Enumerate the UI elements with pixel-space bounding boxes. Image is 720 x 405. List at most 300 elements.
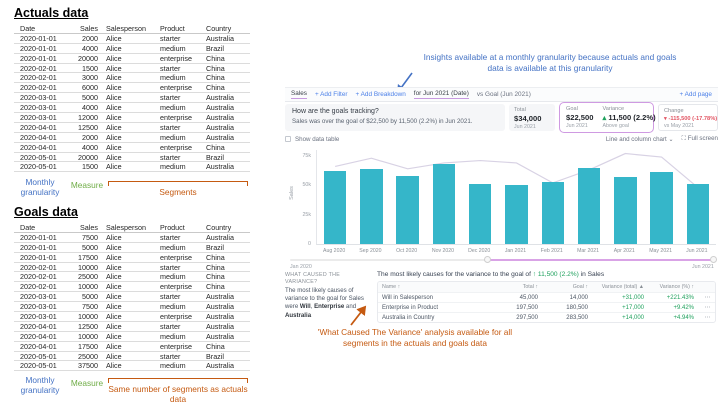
table-cell: enterprise [160, 83, 192, 93]
kpi-change-caption: vs May 2021 [664, 123, 695, 129]
table-cell: 2020-01-01 [20, 43, 57, 53]
table-cell: Alice [106, 33, 122, 43]
table-cell: 5000 [82, 292, 98, 302]
table-cell: 2020-04-01 [20, 331, 57, 341]
table-cell: +4.94% [673, 315, 694, 321]
variance-table-header [378, 282, 715, 292]
table-cell: Alice [106, 272, 122, 282]
slider-end-label: Jun 2021 [692, 264, 714, 270]
down-arrow-icon: ▾ [664, 116, 667, 122]
table-cell: medium [160, 302, 186, 312]
table-cell: Alice [106, 312, 122, 321]
table-cell: starter [160, 122, 181, 132]
table-cell: 4000 [82, 142, 98, 152]
table-cell: 2020-05-01 [20, 361, 57, 371]
kpi-total-card [509, 104, 555, 131]
insight-question: How are the goals tracking? [292, 108, 379, 115]
table-cell: Australia [206, 331, 234, 341]
variance-table-title: The most likely causes for the variance to the goal of ↑ 11,500 (2.2%) in Sales [377, 271, 605, 278]
x-axis-label: Oct 2020 [396, 248, 418, 254]
table-row [14, 93, 250, 103]
y-axis-label: 50k [302, 182, 311, 189]
table-row [14, 263, 250, 273]
table-cell: Will in Salesperson [382, 295, 434, 301]
x-axis-label: Sep 2020 [359, 248, 382, 254]
table-cell: 7500 [82, 232, 98, 242]
row-menu-button[interactable]: ⋯ [704, 295, 711, 301]
table-row [14, 103, 250, 113]
x-axis-label: Jun 2021 [686, 248, 708, 254]
chart-bar[interactable] [396, 176, 418, 244]
table-cell: +221.43% [666, 295, 694, 301]
table-cell: Sales [80, 223, 98, 232]
table-cell: 297,500 [516, 315, 538, 321]
table-cell: Alice [106, 242, 122, 252]
table-cell: 17500 [78, 252, 98, 262]
chart-bar[interactable] [687, 184, 709, 244]
table-cell: Alice [106, 331, 122, 341]
full-screen-icon: ⛶ [681, 135, 686, 142]
x-axis-label: Aug 2020 [323, 248, 346, 254]
table-cell: 6000 [82, 83, 98, 93]
table-cell: Alice [106, 73, 122, 83]
x-axis-label: Apr 2021 [613, 248, 635, 254]
measure-chip[interactable]: Sales [291, 90, 307, 97]
actuals-granularity-note: Monthly granularity [20, 177, 60, 198]
table-cell[interactable]: Name ↑ [382, 284, 401, 290]
table-cell: Product [160, 24, 185, 33]
x-axis-label: May 2021 [649, 248, 672, 254]
variance-table [377, 281, 716, 323]
kpi-goal-value: $22,500 [566, 113, 594, 122]
table-cell: Salesperson [106, 24, 146, 33]
table-cell[interactable]: Total ↑ [522, 284, 538, 290]
table-cell: 25000 [78, 272, 98, 282]
x-axis-label: Mar 2021 [577, 248, 599, 254]
table-cell: Australia [206, 93, 234, 103]
table-cell: 45,000 [519, 295, 538, 301]
table-cell: medium [160, 103, 186, 113]
table-cell: 2000 [82, 33, 98, 43]
table-cell: 2020-02-01 [20, 73, 57, 83]
table-cell: 2020-05-01 [20, 351, 57, 361]
table-cell: China [206, 63, 225, 73]
table-cell: 2020-04-01 [20, 321, 57, 331]
table-cell: 14,000 [569, 295, 588, 301]
y-axis-label: 0 [308, 241, 311, 247]
table-cell: starter [160, 152, 181, 162]
table-cell: Alice [106, 83, 122, 93]
table-row [14, 332, 250, 342]
table-row [14, 143, 250, 153]
table-cell: medium [160, 43, 186, 53]
kpi-total-caption: Jun 2021 [514, 124, 536, 130]
table-cell: Alice [106, 103, 122, 113]
variance-panel-summary: The most likely causes of variance to the goal for Sales were Will, Enterprise and Australia [285, 287, 364, 319]
table-cell: 2020-03-01 [20, 302, 57, 312]
table-cell: 2020-03-01 [20, 312, 57, 321]
table-cell: medium [160, 361, 186, 371]
variance-callout: 'What Caused The Variance' analysis available for all segments in the actuals and goals data [317, 327, 513, 348]
table-row [14, 34, 250, 44]
table-row [14, 64, 250, 74]
kpi-total-label: Total [514, 107, 526, 113]
table-cell: China [206, 142, 225, 152]
chart-bar[interactable] [650, 172, 672, 244]
date-filter-chip[interactable]: for Jun 2021 (Date) [413, 90, 469, 97]
table-cell: starter [160, 33, 181, 43]
table-cell: China [206, 272, 225, 282]
chart-bar[interactable] [614, 177, 636, 244]
table-cell: 2020-01-01 [20, 242, 57, 252]
table-cell: Alice [106, 262, 122, 272]
table-cell: Australia [206, 232, 234, 242]
table-row [14, 83, 250, 93]
table-row [14, 322, 250, 332]
table-cell: Alice [106, 162, 122, 172]
table-cell: Brazil [206, 152, 224, 162]
insight-answer: Sales was over the goal of $22,500 by 11,500 (2.2%) in Jun 2021. [292, 118, 473, 125]
actuals-table-header [14, 24, 250, 34]
table-cell[interactable] [698, 282, 716, 292]
table-cell: Alice [106, 292, 122, 302]
table-cell: enterprise [160, 282, 192, 292]
table-cell: 25000 [78, 351, 98, 361]
table-cell: Country [206, 24, 232, 33]
table-cell: 2020-03-01 [20, 93, 57, 103]
table-row [14, 44, 250, 54]
table-row [14, 361, 250, 371]
kpi-change-value: ▾ -115,500 (-17.78%) [664, 116, 718, 122]
table-cell: medium [160, 242, 186, 252]
variance-panel-heading: WHAT CAUSED THE VARIANCE? [285, 272, 341, 286]
table-cell[interactable]: Variance (%) ↑ [659, 284, 694, 290]
table-cell: enterprise [160, 341, 192, 351]
table-row [14, 253, 250, 263]
table-cell: China [206, 73, 225, 83]
table-cell: Brazil [206, 351, 224, 361]
table-cell: Alice [106, 252, 122, 262]
table-row [14, 243, 250, 253]
table-cell: +14,000 [622, 315, 644, 321]
slider-handle-right[interactable] [710, 256, 717, 263]
table-cell: starter [160, 93, 181, 103]
actuals-title: Actuals data [14, 6, 89, 20]
table-cell: Australia [206, 132, 234, 142]
goals-segments-bracket [108, 378, 248, 383]
goals-measure-note: Measure [70, 378, 104, 388]
table-cell: 10000 [78, 312, 98, 321]
table-cell: medium [160, 132, 186, 142]
table-cell: enterprise [160, 142, 192, 152]
table-cell: 12000 [78, 113, 98, 122]
table-cell: 2020-02-01 [20, 83, 57, 93]
chart-bar[interactable] [433, 164, 455, 244]
table-cell: starter [160, 232, 181, 242]
table-cell: Alice [106, 63, 122, 73]
actuals-measure-note: Measure [70, 180, 104, 190]
table-row [14, 342, 250, 352]
table-cell: Australia [206, 312, 234, 321]
table-cell: 37500 [78, 361, 98, 371]
bar-chart [316, 150, 716, 245]
table-row [14, 292, 250, 302]
actuals-table [14, 24, 250, 172]
table-cell: Brazil [206, 43, 224, 53]
kpi-variance-label: Variance [602, 106, 625, 112]
table-cell: Alice [106, 302, 122, 312]
table-cell: Alice [106, 341, 122, 351]
table-cell: Australia [206, 321, 234, 331]
table-cell: Alice [106, 321, 122, 331]
table-cell: Salesperson [106, 223, 146, 232]
table-cell: 2020-01-01 [20, 252, 57, 262]
table-cell: 4000 [82, 43, 98, 53]
table-cell: medium [160, 272, 186, 282]
table-cell: Brazil [206, 242, 224, 252]
insight-summary-card [285, 104, 505, 131]
table-cell: medium [160, 73, 186, 83]
table-cell: China [206, 282, 225, 292]
table-cell: Australia [206, 162, 234, 172]
table-cell: enterprise [160, 53, 192, 63]
table-cell: Alice [106, 361, 122, 371]
table-cell: enterprise [160, 252, 192, 262]
full-screen-button[interactable]: ⛶ Full screen [681, 135, 718, 142]
chart-bar[interactable] [505, 185, 527, 244]
add-filter-button[interactable]: + Add Filter [315, 91, 348, 98]
table-cell: +31,000 [622, 295, 644, 301]
kpi-change-card [658, 104, 718, 131]
table-cell: 10000 [78, 282, 98, 292]
table-cell: 2020-02-01 [20, 272, 57, 282]
table-cell: 2020-01-01 [20, 53, 57, 63]
table-row [14, 113, 250, 123]
table-cell: Alice [106, 142, 122, 152]
chart-type-select[interactable]: Line and column chart ⌄ [605, 135, 674, 143]
slider-handle-left[interactable] [484, 256, 491, 263]
table-cell: starter [160, 262, 181, 272]
table-cell: starter [160, 351, 181, 361]
table-cell: 2000 [82, 132, 98, 142]
kpi-change-label: Change [664, 108, 684, 114]
table-row [14, 272, 250, 282]
table-cell: medium [160, 331, 186, 341]
table-cell: Country [206, 223, 232, 232]
chart-controls-row [285, 134, 718, 144]
table-row [14, 302, 250, 312]
table-cell: Alice [106, 152, 122, 162]
table-cell: starter [160, 321, 181, 331]
goals-table [14, 223, 250, 371]
goals-granularity-note: Monthly granularity [20, 375, 60, 396]
x-axis-label: Nov 2020 [431, 248, 455, 254]
x-axis-label: Jan 2021 [504, 248, 527, 254]
table-row [378, 302, 715, 312]
table-cell: Alice [106, 43, 122, 53]
table-cell: Australia [206, 361, 234, 371]
table-row [14, 352, 250, 362]
chevron-down-icon: ⌄ [668, 135, 674, 143]
table-cell: China [206, 341, 225, 351]
table-cell: Alice [106, 282, 122, 292]
table-cell: 2020-01-01 [20, 232, 57, 242]
kpi-goal [566, 106, 593, 129]
chart-bar[interactable] [542, 182, 564, 244]
table-cell: 2020-03-01 [20, 113, 57, 122]
goals-table-body [14, 233, 250, 371]
table-cell: enterprise [160, 312, 192, 321]
table-cell: enterprise [160, 113, 192, 122]
table-cell: 2020-04-01 [20, 341, 57, 351]
time-range-slider-selection[interactable] [488, 259, 716, 261]
y-axis-title: Sales [288, 186, 295, 200]
table-cell: Alice [106, 132, 122, 142]
actuals-segments-note: Segments [159, 187, 197, 197]
table-cell: +17,000 [622, 305, 644, 311]
table-cell: 2020-02-01 [20, 282, 57, 292]
table-cell: 3000 [82, 73, 98, 83]
add-breakdown-button[interactable]: + Add Breakdown [355, 91, 406, 98]
table-cell: 10000 [78, 331, 98, 341]
table-cell: 2020-04-01 [20, 132, 57, 142]
actuals-segments-bracket [108, 181, 248, 186]
x-axis-label: Feb 2021 [540, 248, 563, 254]
kpi-variance [602, 106, 655, 129]
table-cell: 2020-04-01 [20, 122, 57, 132]
insights-callout: Insights available at a monthly granularity because actuals and goals data is available at this granularity [423, 52, 677, 73]
dashboard-toolbar [285, 87, 718, 102]
table-cell: China [206, 262, 225, 272]
table-cell: Alice [106, 113, 122, 122]
goals-table-header [14, 223, 250, 233]
x-axis-label: Dec 2020 [468, 248, 491, 254]
table-cell: Australia [206, 113, 234, 122]
table-row [14, 24, 250, 34]
table-cell: Date [20, 24, 36, 33]
table-cell: starter [160, 292, 181, 302]
table-row [14, 54, 250, 64]
table-row [14, 223, 250, 233]
table-cell: 180,500 [566, 305, 588, 311]
table-cell: +9.42% [673, 305, 694, 311]
chart-bar[interactable] [578, 168, 600, 244]
show-data-table-label[interactable]: Show data table [295, 135, 340, 143]
y-axis [294, 150, 311, 245]
table-cell: Alice [106, 232, 122, 242]
table-row [14, 133, 250, 143]
table-cell: 20000 [78, 152, 98, 162]
kpi-goal-caption: Jun 2021 [566, 123, 588, 129]
add-page-button[interactable]: + Add page [679, 91, 712, 98]
table-cell: starter [160, 63, 181, 73]
table-cell: Australia in Country [382, 315, 435, 321]
table-cell: Alice [106, 53, 122, 63]
table-cell: 12500 [78, 321, 98, 331]
chart-bar[interactable] [469, 184, 491, 244]
table-cell[interactable]: Goal ↑ [572, 284, 588, 290]
table-row [378, 292, 715, 302]
actuals-table-body [14, 34, 250, 172]
table-row [14, 153, 250, 163]
table-cell: 2020-05-01 [20, 162, 57, 172]
y-axis-label: 25k [302, 211, 311, 218]
kpi-total-value: $34,000 [514, 114, 542, 123]
table-cell: 7500 [82, 302, 98, 312]
table-cell: Alice [106, 93, 122, 103]
table-row [14, 233, 250, 243]
table-cell: 2020-02-01 [20, 262, 57, 272]
table-cell: 4000 [82, 103, 98, 113]
table-cell: China [206, 53, 225, 63]
table-cell: Australia [206, 33, 234, 43]
table-cell: 20000 [78, 53, 98, 63]
table-row [14, 162, 250, 172]
table-cell: 10000 [78, 262, 98, 272]
table-cell: Sales [80, 24, 98, 33]
kpi-goal-label: Goal [566, 106, 578, 112]
up-arrow-icon: ↑ 11,500 (2.2%) [532, 271, 579, 278]
kpi-variance-value: ▴ 11,500 (2.2%) [602, 113, 656, 122]
table-cell: medium [160, 162, 186, 172]
table-cell: Australia [206, 103, 234, 113]
table-cell: 2020-01-01 [20, 33, 57, 43]
table-row [14, 312, 250, 322]
y-axis-label: 75k [302, 152, 311, 159]
table-row [14, 123, 250, 133]
chart-bar[interactable] [360, 169, 382, 244]
table-cell: Alice [106, 351, 122, 361]
table-cell: 2020-05-01 [20, 152, 57, 162]
table-row [14, 282, 250, 292]
table-cell: 2020-03-01 [20, 292, 57, 302]
table-row [378, 282, 715, 292]
table-cell: 283,500 [566, 315, 588, 321]
table-cell: Date [20, 223, 36, 232]
chart-bar[interactable] [324, 171, 346, 244]
goal-comparison-chip[interactable]: vs Goal (Jun 2021) [476, 91, 531, 98]
row-menu-button[interactable]: ⋯ [704, 315, 711, 321]
table-cell: 17500 [78, 341, 98, 351]
show-data-table-checkbox[interactable] [285, 136, 291, 142]
table-row [378, 312, 715, 322]
table-cell: 197,500 [516, 305, 538, 311]
table-cell: Australia [206, 292, 234, 302]
table-cell[interactable]: Variance (total) ▲ [601, 284, 644, 290]
table-cell: 2020-02-01 [20, 63, 57, 73]
up-arrow-icon: ▴ [602, 113, 607, 122]
variance-table-body [378, 292, 715, 322]
table-cell: 1500 [82, 162, 98, 172]
goals-segments-note: Same number of segments as actuals data [108, 384, 248, 404]
table-cell: Australia [206, 122, 234, 132]
goals-title: Goals data [14, 205, 78, 219]
table-cell: China [206, 252, 225, 262]
table-cell: 2020-03-01 [20, 103, 57, 113]
table-cell: China [206, 83, 225, 93]
table-cell: 5000 [82, 242, 98, 252]
x-axis [316, 248, 716, 256]
table-cell: 5000 [82, 93, 98, 103]
kpi-variance-caption: Above goal [602, 123, 629, 129]
table-cell: 1500 [82, 63, 98, 73]
table-row [14, 73, 250, 83]
table-cell: 2020-04-01 [20, 142, 57, 152]
table-cell: 12500 [78, 122, 98, 132]
slider-start-label: Jan 2020 [290, 264, 312, 270]
table-cell: Alice [106, 122, 122, 132]
row-menu-button[interactable]: ⋯ [704, 305, 711, 311]
